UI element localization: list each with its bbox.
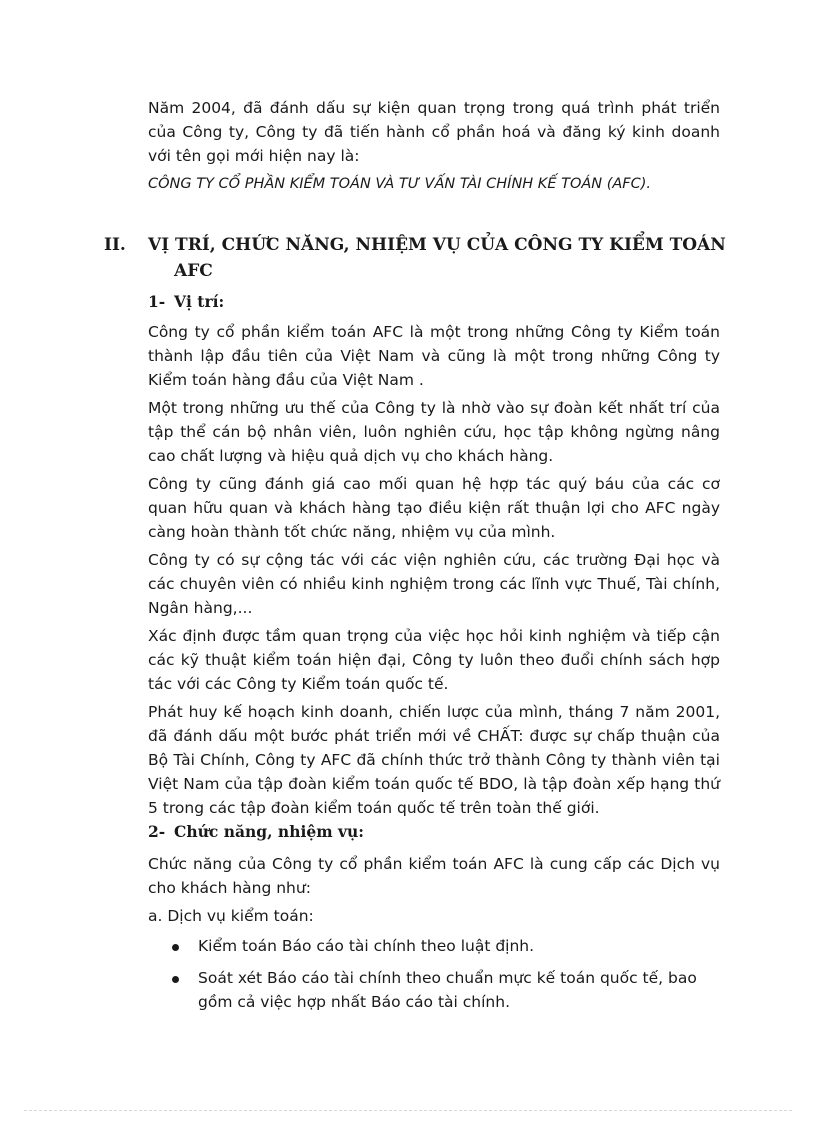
bullet-item <box>172 966 720 1014</box>
section-title-continued: AFC <box>174 261 213 281</box>
subheading-position <box>148 290 224 314</box>
paragraph: Xác định được tầm quan trọng của việc học hỏi kinh nghiệm và tiếp cận các kỹ thuật kiểm toán hiện đại, Công ty luôn theo đuổi chính sách hợp tác với các Công ty Kiểm toán quốc tế. <box>148 627 720 693</box>
section-title: VỊ TRÍ, CHỨC NĂNG, NHIỆM VỤ CỦA CÔNG TY KIỂM TOÁN <box>148 235 726 255</box>
subheading-functions <box>148 820 364 844</box>
intro-paragraph: Năm 2004, đã đánh dấu sự kiện quan trọng trong quá trình phát triển của Công ty, Công ty đã tiến hành cổ phần hoá và đăng ký kinh doanh với tên gọi mới hiện nay là: <box>148 99 720 165</box>
page-divider <box>24 1110 792 1111</box>
bullet-text: Soát xét Báo cáo tài chính theo chuẩn mực kế toán quốc tế, bao gồm cả việc hợp nhất Báo cáo tài chính. <box>198 969 697 1011</box>
list-item-a: a. Dịch vụ kiểm toán: <box>148 907 314 925</box>
bullet-item <box>172 934 720 958</box>
subheading-number: 1- <box>148 292 166 311</box>
bullet-text: Kiểm toán Báo cáo tài chính theo luật định. <box>198 937 535 955</box>
bullet-icon <box>172 944 179 951</box>
section-number: II. <box>104 235 126 255</box>
paragraph: Phát huy kế hoạch kinh doanh, chiến lược của mình, tháng 7 năm 2001, đã đánh dấu một bước phát triển mới về CHẤT: được sự chấp thuận của Bộ Tài Chính, Công ty AFC đã chính thức trở thành Công ty thành viên tại Việt Nam của tập đoàn kiểm toán quốc tế BDO, là tập đoàn xếp hạng thứ 5 trong các tập đoàn kiểm toán quốc tế trên toàn thế giới. <box>148 703 720 817</box>
subheading-title: Chức năng, nhiệm vụ: <box>174 822 365 841</box>
company-name: CÔNG TY CỔ PHẦN KIỂM TOÁN VÀ TƯ VẤN TÀI CHÍNH KẾ TOÁN (AFC). <box>148 176 652 192</box>
functions-intro: Chức năng của Công ty cổ phần kiểm toán AFC là cung cấp các Dịch vụ cho khách hàng như: <box>148 855 720 897</box>
subheading-title: Vị trí: <box>174 292 225 311</box>
bullet-icon <box>172 976 179 983</box>
paragraph: Công ty cổ phần kiểm toán AFC là một trong những Công ty Kiểm toán thành lập đầu tiên của Việt Nam và cũng là một trong những Công ty Kiểm toán hàng đầu của Việt Nam . <box>148 323 720 389</box>
paragraph: Công ty có sự cộng tác với các viện nghiên cứu, các trường Đại học và các chuyên viên có nhiều kinh nghiệm trong các lĩnh vực Thuế, Tài chính, Ngân hàng,... <box>148 551 720 617</box>
paragraph: Một trong những ưu thế của Công ty là nhờ vào sự đoàn kết nhất trí của tập thể cán bộ nhân viên, luôn nghiên cứu, học tập không ngừng nâng cao chất lượng và hiệu quả dịch vụ cho khách hàng. <box>148 399 720 465</box>
paragraph: Công ty cũng đánh giá cao mối quan hệ hợp tác quý báu của các cơ quan hữu quan và khách hàng tạo điều kiện rất thuận lợi cho AFC ngày càng hoàn thành tốt chức năng, nhiệm vụ của mình. <box>148 475 720 541</box>
subheading-number: 2- <box>148 822 166 841</box>
